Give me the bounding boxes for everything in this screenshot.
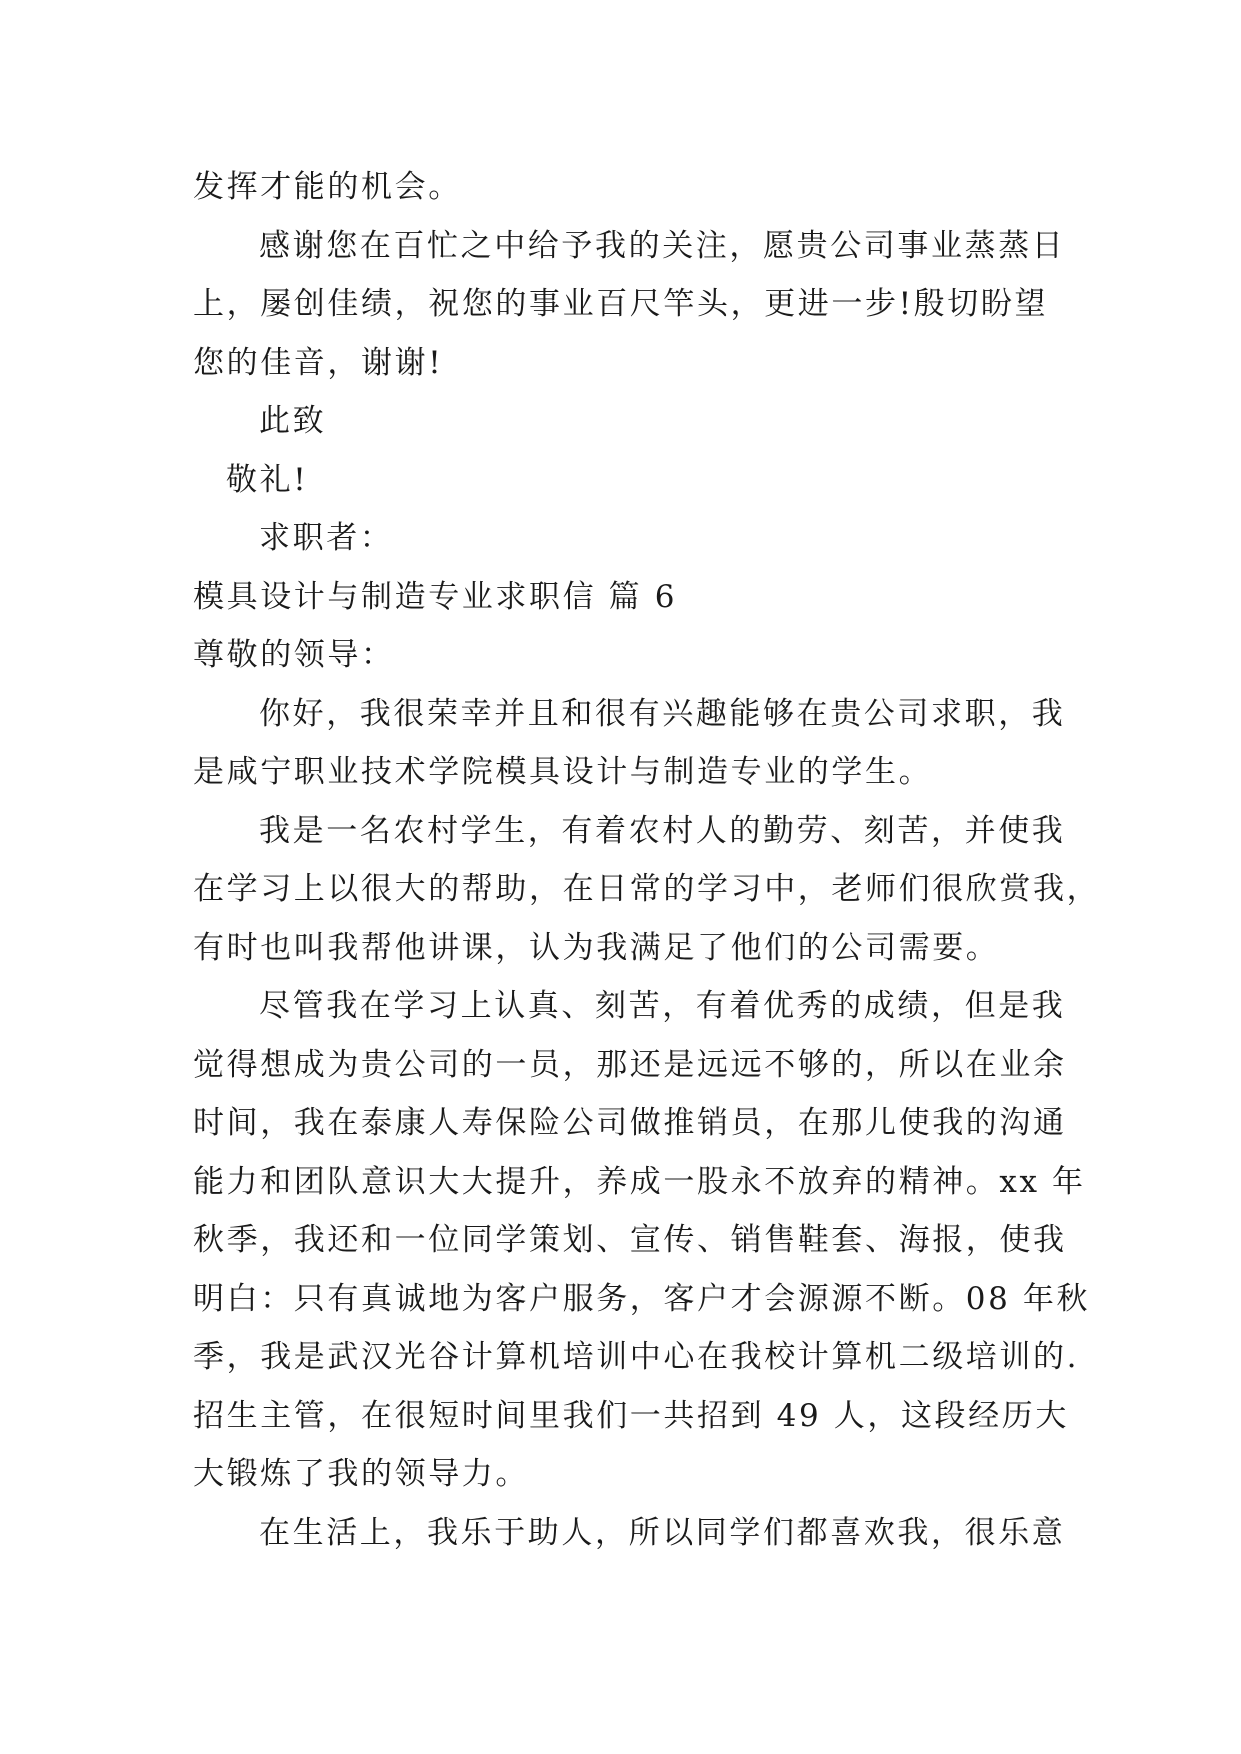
text-line: 季，我是武汉光谷计算机培训中心在我校计算机二级培训的. xyxy=(193,1339,1080,1375)
text-line: 在学习上以很大的帮助，在日常的学习中，老师们很欣赏我， xyxy=(193,871,1101,907)
text-line: 能力和团队意识大大提升，养成一股永不放弃的精神。xx 年 xyxy=(193,1163,1086,1200)
text-line: 招生主管，在很短时间里我们一共招到 49 人，这段经历大 xyxy=(193,1397,1069,1434)
text-line: 上，屡创佳绩，祝您的事业百尺竿头，更进一步!殷切盼望 xyxy=(193,286,1049,322)
text-line: 你好，我很荣幸并且和很有兴趣能够在贵公司求职，我 xyxy=(259,695,1066,732)
text-line: 在生活上，我乐于助人，所以同学们都喜欢我，很乐意 xyxy=(259,1514,1066,1551)
text-line: 明白：只有真诚地为客户服务，客户才会源源不断。08 年秋 xyxy=(193,1280,1091,1317)
greeting: 尊敬的领导： xyxy=(193,637,395,673)
signature-label: 求职者： xyxy=(259,520,394,556)
text-line: 您的佳音，谢谢! xyxy=(193,344,444,381)
text-line: 是咸宁职业技术学院模具设计与制造专业的学生。 xyxy=(193,754,933,790)
text-line: 有时也叫我帮他讲课，认为我满足了他们的公司需要。 xyxy=(193,929,1000,966)
text-line: 我是一名农村学生，有着农村人的勤劳、刻苦，并使我 xyxy=(259,812,1066,849)
closing-phrase: 此致 xyxy=(259,403,327,439)
text-line: 感谢您在百忙之中给予我的关注，愿贵公司事业蒸蒸日 xyxy=(259,227,1066,264)
salutation-closing: 敬礼! xyxy=(226,461,309,498)
section-heading: 模具设计与制造专业求职信 篇 6 xyxy=(193,578,678,615)
text-line: 时间，我在泰康人寿保险公司做推销员，在那儿使我的沟通 xyxy=(193,1105,1067,1141)
text-line: 觉得想成为贵公司的一员，那还是远远不够的，所以在业余 xyxy=(193,1046,1067,1083)
letter-body xyxy=(193,158,1101,1562)
text-line: 尽管我在学习上认真、刻苦，有着优秀的成绩，但是我 xyxy=(259,988,1066,1024)
text-line: 秋季，我还和一位同学策划、宣传、销售鞋套、海报，使我 xyxy=(193,1222,1067,1258)
text-line: 发挥才能的机会。 xyxy=(193,169,462,205)
text-line: 大锻炼了我的领导力。 xyxy=(193,1456,529,1492)
